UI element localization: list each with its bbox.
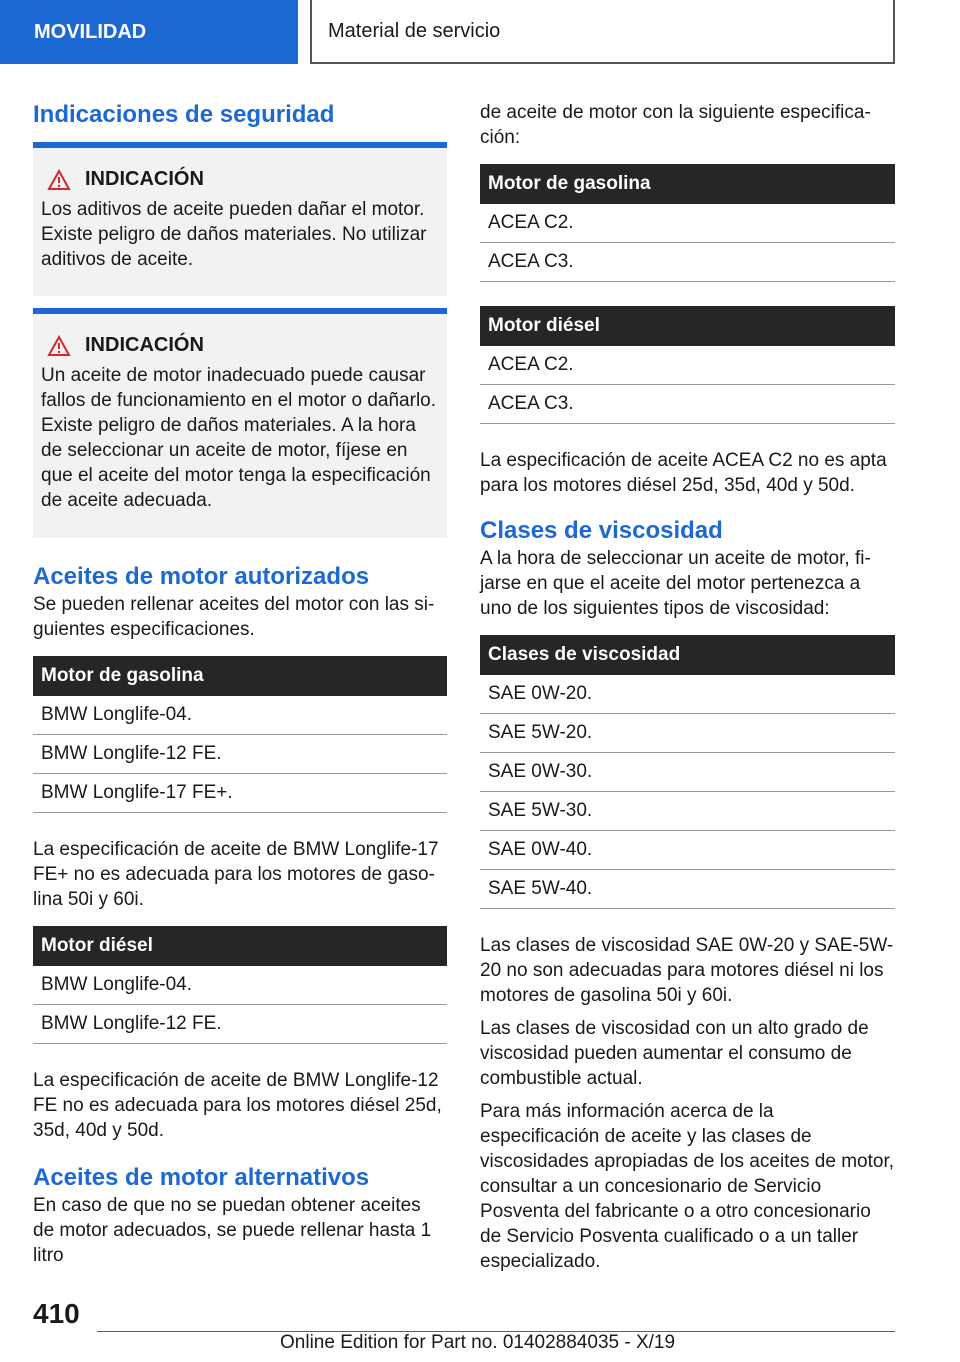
viscosity-intro: A la hora de seleccionar un aceite de motor, fijarse en que el aceite del motor pertenezca a uno de los siguientes tipos de viscosidad: (480, 548, 871, 619)
viscosity-heading: Clases de viscosidad (480, 517, 723, 544)
diesel-table (33, 926, 447, 1044)
table-header: Motor de gasolina (480, 164, 895, 204)
table-row: BMW Longlife-12 FE. (33, 735, 447, 774)
alternative-note: La especificación de aceite ACEA C2 no es apta para los motores diésel 25d, 35d, 40d y 50d. (480, 450, 887, 496)
table-header: Motor diésel (480, 306, 895, 346)
table-row: BMW Longlife-04. (33, 696, 447, 735)
approved-heading: Aceites de motor autorizados (33, 563, 370, 590)
table-row: ACEA C2. (480, 346, 895, 385)
notice-box (33, 308, 447, 538)
table-header: Motor de gasolina (33, 656, 447, 696)
viscosity-note-3: Para más información acerca de la especificación de aceite y las clases de viscosidades apropiadas de los aceites de motor, consultar a un concesionario de Servicio Posventa del fabricante o a otro concesionario de Servicio Posventa cualificado o a un taller especializado. (480, 1101, 895, 1272)
notice-text: Un aceite de motor inadecuado puede causar fallos de funcionamiento en el motor o dañarlo. Existe peligro de daños materiales. A la hora de seleccionar un aceite de motor, fíjese en que el aceite del motor tenga la especificación de aceite adecuada. (41, 365, 437, 511)
viscosity-note-1: Las clases de viscosidad SAE 0W-20 y SAE-5W-20 no son adecuadas para motores diésel ni los motores de gasolina 50i y 60i. (480, 935, 894, 1006)
table-row: SAE 5W-30. (480, 792, 895, 831)
table-row: SAE 0W-20. (480, 675, 895, 714)
table-row: SAE 0W-30. (480, 753, 895, 792)
table-row: ACEA C2. (480, 204, 895, 243)
footer-edition: Online Edition for Part no. 01402884035 - X/19 (280, 1332, 676, 1353)
alternative-heading: Aceites de motor alternativos (33, 1164, 370, 1191)
alternative-text-end: de aceite de motor con la siguiente especificación: (480, 102, 871, 148)
alt-diesel-table (480, 306, 895, 424)
table-row: ACEA C3. (480, 385, 895, 424)
right-column (480, 100, 895, 1274)
gasoline-table (33, 656, 447, 813)
header-section-tab (0, 0, 298, 64)
table-row: SAE 5W-40. (480, 870, 895, 909)
viscosity-note-2: Las clases de viscosidad con un alto grado de viscosidad pueden aumentar el consumo de combustible actual. (480, 1018, 869, 1089)
table-row: BMW Longlife-04. (33, 966, 447, 1005)
warning-icon (47, 169, 71, 191)
table-row: BMW Longlife-17 FE+. (33, 774, 447, 813)
approved-note-diesel: La especificación de aceite de BMW Longlife-12 FE no es adecuada para los motores diésel 25d, 35d, 40d y 50d. (33, 1070, 442, 1141)
alt-gasoline-table (480, 164, 895, 282)
viscosity-table (480, 635, 895, 909)
table-row: SAE 5W-20. (480, 714, 895, 753)
left-column (33, 100, 447, 1268)
alternative-text-start: En caso de que no se puedan obtener aceites de motor adecuados, se puede rellenar hasta 1 litro (33, 1195, 432, 1266)
approved-note-gasoline: La especificación de aceite de BMW Longlife-17 FE+ no es adecuada para los motores de gasolina 50i y 60i. (33, 839, 439, 910)
notice-text: Los aditivos de aceite pueden dañar el motor. Existe peligro de daños materiales. No utilizar aditivos de aceite. (41, 199, 427, 270)
table-row: BMW Longlife-12 FE. (33, 1005, 447, 1044)
notice-label: INDICACIÓN (85, 168, 204, 190)
table-header: Clases de viscosidad (480, 635, 895, 675)
table-header: Motor diésel (33, 926, 447, 966)
header-title-box (310, 0, 895, 64)
safety-heading: Indicaciones de seguridad (33, 101, 335, 128)
notice-label: INDICACIÓN (85, 334, 204, 356)
table-row: SAE 0W-40. (480, 831, 895, 870)
page-number: 410 (33, 1298, 80, 1329)
notice-box (33, 142, 447, 296)
header-title: Material de servicio (328, 19, 501, 42)
approved-intro: Se pueden rellenar aceites del motor con las siguientes especificaciones. (33, 594, 435, 640)
warning-icon (47, 335, 71, 357)
table-row: ACEA C3. (480, 243, 895, 282)
notice-title (41, 334, 439, 357)
header-section-label: MOVILIDAD (34, 20, 147, 43)
notice-title (41, 168, 439, 191)
